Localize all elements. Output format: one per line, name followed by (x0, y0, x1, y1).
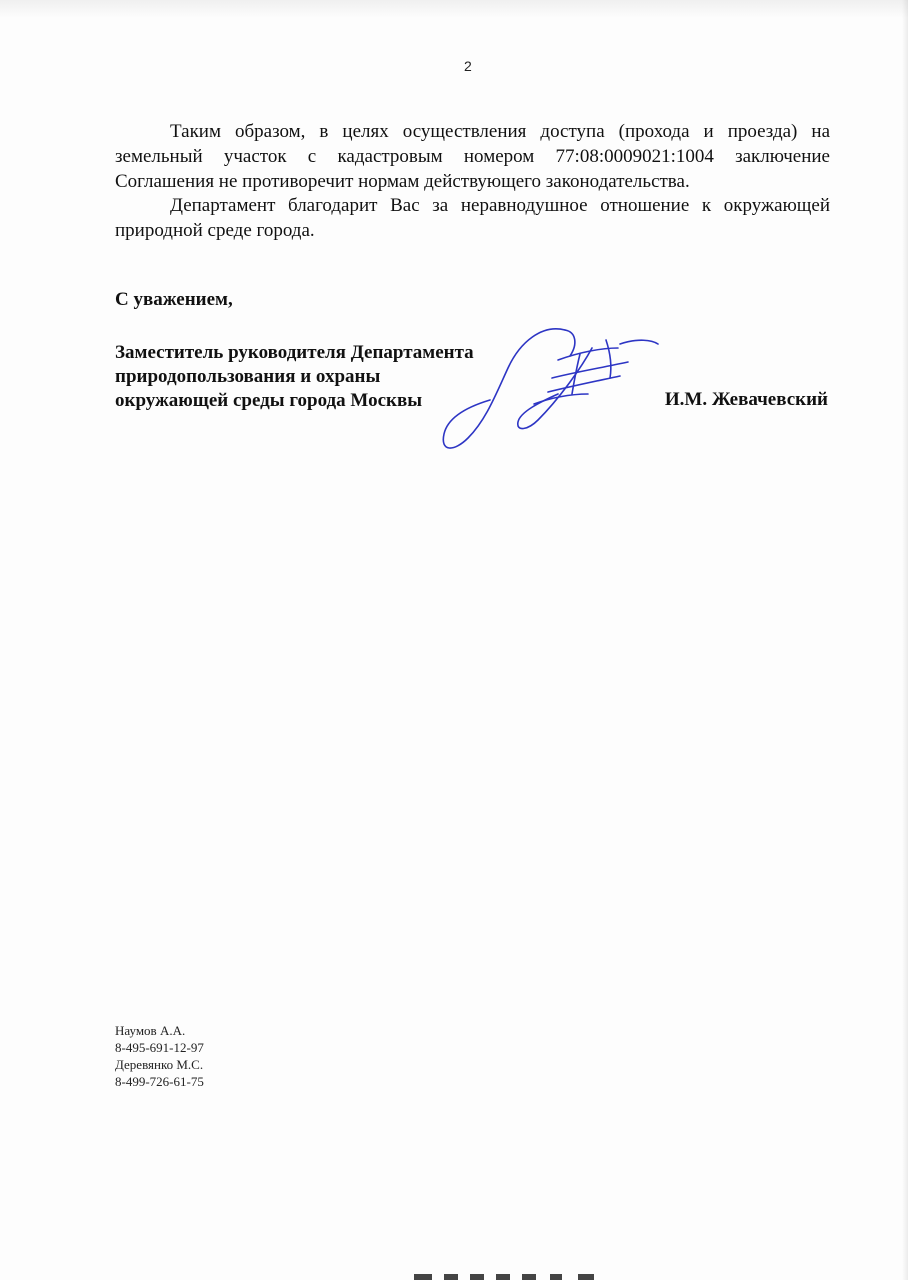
handwritten-signature (430, 318, 670, 458)
page-number: 2 (464, 58, 472, 74)
contact-phone-2: 8-499-726-61-75 (115, 1074, 204, 1089)
signatory-position-line-2: природопользования и охраны (115, 366, 381, 387)
body-paragraph-2: Департамент благодарит Вас за неравнодушное отношение к окружающей природной среде города. (115, 195, 830, 241)
signatory-name: И.М. Жевачевский (664, 389, 828, 410)
signatory-position-line-3: окружающей среды города Москвы (115, 390, 423, 411)
scan-shadow-right (902, 0, 908, 1280)
signatory-position-line-1: Заместитель руководителя Департамента (115, 342, 474, 363)
scan-shadow-top (0, 0, 908, 18)
closing-salutation: С уважением, (115, 289, 233, 310)
body-paragraph-1: Таким образом, в целях осуществления доступа (прохода и проезда) на земельный участок с кадастровым номером 77:08:0009021:1004 заключение Соглашения не противоречит нормам действующего законодательства. (115, 121, 830, 192)
contact-person-1: Наумов А.А. (115, 1023, 186, 1038)
contact-person-2: Деревянко М.С. (115, 1057, 204, 1072)
contact-phone-1: 8-495-691-12-97 (115, 1040, 204, 1055)
signatory-position (115, 341, 474, 413)
contacts-block (115, 1022, 204, 1090)
bottom-edge-marks (410, 1274, 610, 1280)
signature-strokes (443, 329, 658, 448)
